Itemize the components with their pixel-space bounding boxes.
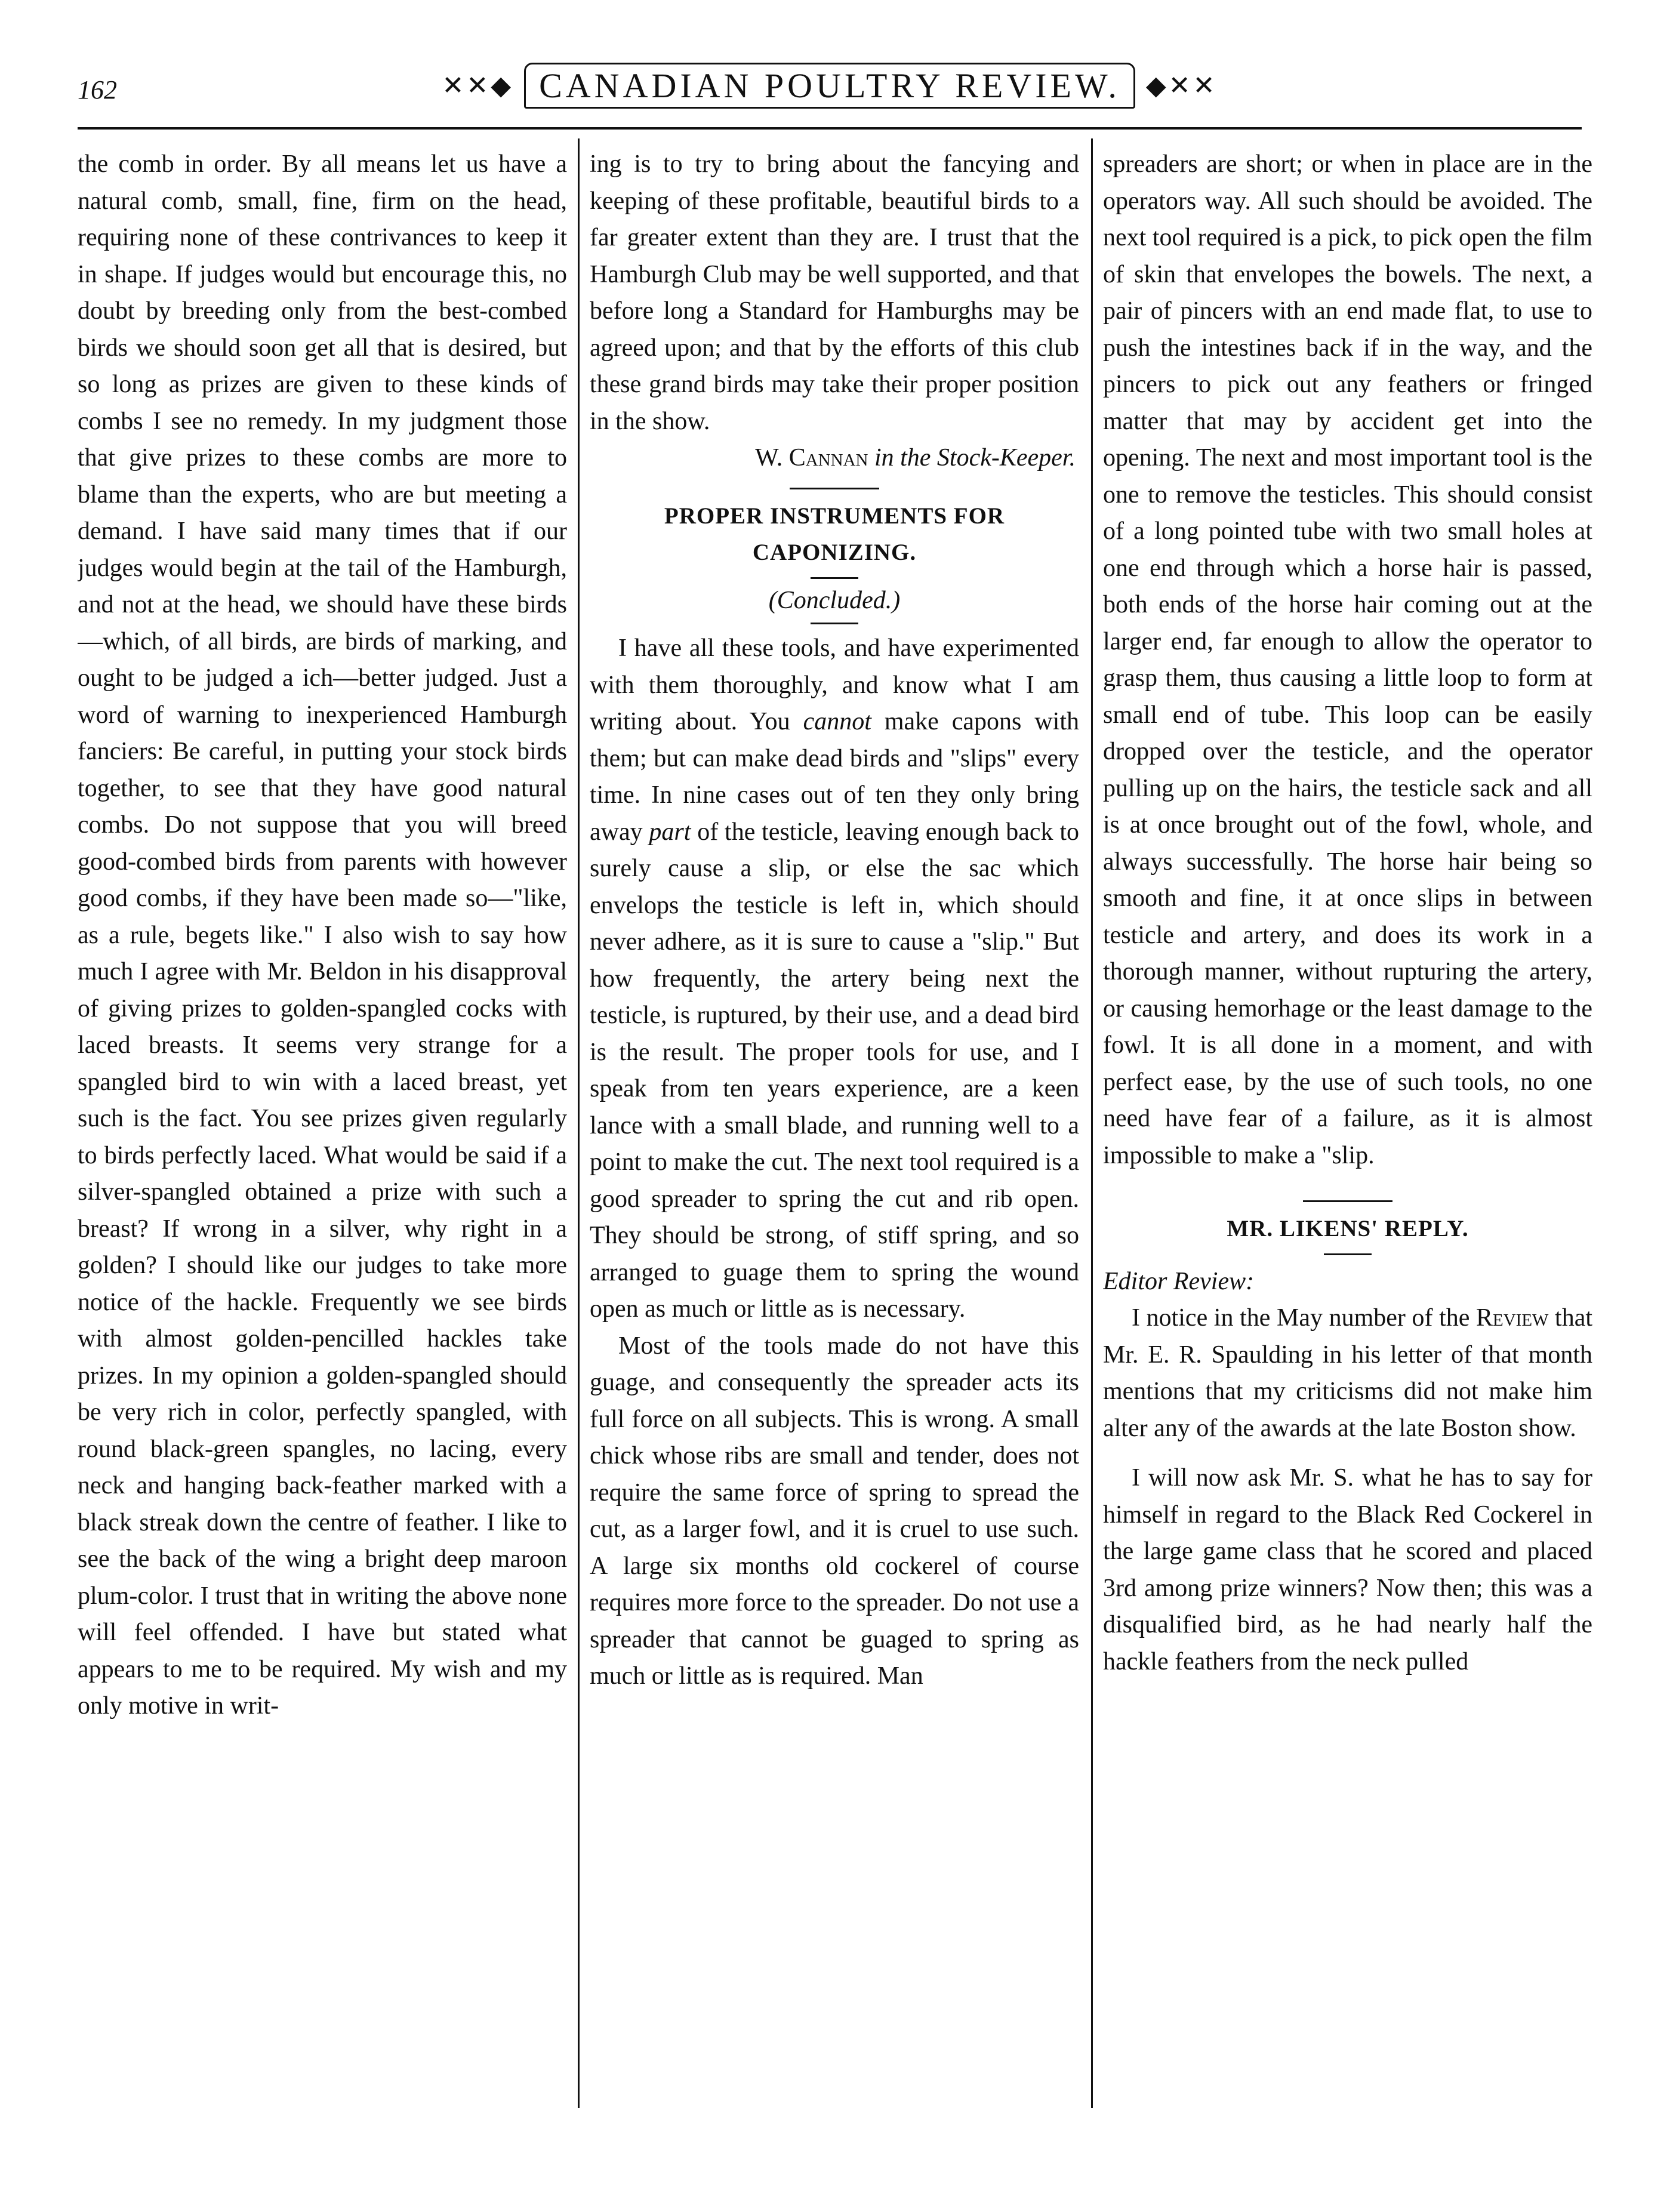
salutation bbox=[1103, 1264, 1592, 1301]
paragraph-gap bbox=[1103, 1447, 1592, 1460]
right-ornament-icon: ◆✕✕ bbox=[1145, 71, 1218, 100]
emphasis-text: part bbox=[649, 818, 691, 846]
text-run: I have all these tools, and have experimented with them thoroughly, and know what I am writing about. You bbox=[590, 634, 1079, 735]
article-paragraph: spreaders are short; or when in place are in the operators way. All such should be avoided. The next tool required is a pick, to pick open the film of skin that envelopes the bowels. The next, a pair of pincers with an end made flat, to use to push the intestines back if in the way, and the pincers to pick out any feathers or fringed matter that may by accident get into the opening. The next and most important tool is the one to remove the testicles. This should consist of a long pointed tube with two small holes at one end through which a horse hair is passed, both ends of the horse hair coming out at the larger end, far enough to allow the operator to grasp them, thus causing a little loop to form at small end of tube. This loop can be easily dropped over the testicle, and the operator pulling up on the hairs, the testicle sack and all is at once brought out of the fowl, whole, and always successfully. The horse hair being so smooth and fine, it at once slips in between testicle and artery, and does its work in a thorough manner, without rupturing the artery, or causing hemorhage or the least damage to the fowl. It is all done in a moment, and with perfect ease, by the use of such tools, no one need have fear of a failure, as it is almost impossible to make a "slip. bbox=[1103, 150, 1592, 1169]
emphasis-text: cannot bbox=[803, 708, 871, 735]
section-rule bbox=[811, 577, 858, 579]
column-1 bbox=[78, 146, 567, 2098]
text-run: make capons with them; but can make dead birds and "slips" every time. In nine cases out of ten they only bring away bbox=[590, 708, 1079, 846]
text-run: I notice in the May number of the bbox=[1132, 1304, 1476, 1332]
article-paragraph bbox=[590, 630, 1079, 1328]
masthead bbox=[78, 63, 1582, 109]
text-run: of the testicle, leaving enough back to surely cause a slip, or else the sac which envelops the testicle is left in, which should never adhere, as it is sure to cause a "slip." But how frequently, the artery being next the testicle, is ruptured, by their use, and a dead bird is the result. The proper tools for use, and I speak from ten years experience, are a keen lance with a small blade, and running well to a point to make the cut. The next tool required is a good spreader to spring the cut and rib open. They should be strong, of stiff spring, and so arranged to guage them to spring the wound open as much or little as is necessary. bbox=[590, 818, 1079, 1323]
signature-name: W. Cannan bbox=[754, 444, 868, 472]
article-subheading: (Concluded.) bbox=[768, 586, 901, 614]
article-paragraph: Most of the tools made do not have this guage, and consequently the spreader acts its full force on all subjects. This is wrong. A small chick whose ribs are small and tender, does not require the same force of spring to spread the cut, as a larger fowl, and it is cruel to use such. A large six months old cockerel of course requires more force to the spreader. Do not use a spreader that cannot be guaged to spring as much or little as is required. Man bbox=[590, 1332, 1079, 1690]
article-heading: MR. LIKENS' REPLY. bbox=[1227, 1216, 1469, 1241]
article-paragraph: I will now ask Mr. S. what he has to say for himself in regard to the Black Red Cockerel in the large game class that he scored and placed 3rd among prize winners? Now then; this was a disqualified bird, as he had nearly half the hackle feathers from the neck pulled bbox=[1103, 1464, 1592, 1675]
article-paragraph: the comb in order. By all means let us have a natural comb, small, fine, firm on the head, requiring none of these contrivances to keep it in shape. If judges would but encourage this, no doubt by breeding only from the best-combed birds we should soon get all that is desired, but so long as prizes are given to these kinds of combs I see no remedy. In my judgment those that give prizes to these combs are more to blame than the experts, who are but meeting a demand. I have said many times that if our judges would begin at the tail of the Hamburgh, and not at the head, we should have these birds—which, of all birds, are birds of marking, and ought to be judged a ich—better judged. Just a word of warning to inexperienced Hamburgh fanciers: Be careful, in putting your stock birds together, to see that they have good natural combs. Do not suppose that you will breed good-combed birds from parents with however good combs, if they have been made so—"like, as a rule, begets like." I also wish to say how much I agree with Mr. Beldon in his disapproval of giving prizes to golden-spangled cocks with laced breasts. It seems very strange for a spangled bird to win with a laced breast, yet such is the fact. You see prizes given regularly to birds perfectly laced. What would be said if a silver-spangled obtained a prize with such a breast? If wrong in a silver, why right in a golden? I should like our judges to take more notice of the hackle. Frequently we see birds with almost golden-pencilled hackles take prizes. In my opinion a golden-spangled should be very rich in color, perfectly spangled, with round black-green spangles, no lacing, every neck and hanging back-feather marked with a black streak down the centre of feather. I like to see the back of the wing a bright deep maroon plum-color. I trust that in writing the above none will feel offended. I have but stated what appears to me to be required. My wish and my only motive in writ- bbox=[78, 150, 567, 1720]
left-ornament-icon: ✕✕◆ bbox=[442, 71, 514, 100]
masthead-title: CANADIAN POULTRY REVIEW. bbox=[524, 63, 1135, 109]
article-paragraph: ing is to try to bring about the fancying and keeping of these profitable, beautiful birds to a far greater extent than they are. I trust that the Hamburgh Club may be well supported, and that before long a Standard for Hamburghs may be agreed upon; and that by the efforts of this club these grand birds may take their proper position in the show. bbox=[590, 150, 1079, 435]
section-rule bbox=[1324, 1253, 1372, 1255]
column-divider bbox=[578, 138, 580, 2108]
salutation-text: Editor Review: bbox=[1103, 1267, 1255, 1295]
signature-source: in the Stock-Keeper. bbox=[874, 444, 1076, 472]
article-paragraph bbox=[1103, 1300, 1592, 1447]
section-rule bbox=[790, 488, 879, 489]
column-2 bbox=[590, 146, 1079, 2098]
text-run: that Mr. E. R. Spaulding in his letter of that month mentions that my criticisms did not make him alter any of the awards at the late Boston show. bbox=[1103, 1304, 1592, 1442]
small-caps-text: Review bbox=[1476, 1304, 1549, 1332]
page-number: 162 bbox=[78, 75, 117, 104]
column-3 bbox=[1103, 146, 1592, 2098]
article-heading: PROPER INSTRUMENTS FOR CAPONIZING. bbox=[664, 503, 1005, 565]
article-signature bbox=[590, 440, 1079, 477]
page-header bbox=[78, 63, 1582, 140]
section-rule bbox=[811, 623, 858, 624]
header-rule bbox=[78, 127, 1582, 130]
column-divider bbox=[1091, 138, 1093, 2108]
section-rule bbox=[1303, 1200, 1392, 1202]
